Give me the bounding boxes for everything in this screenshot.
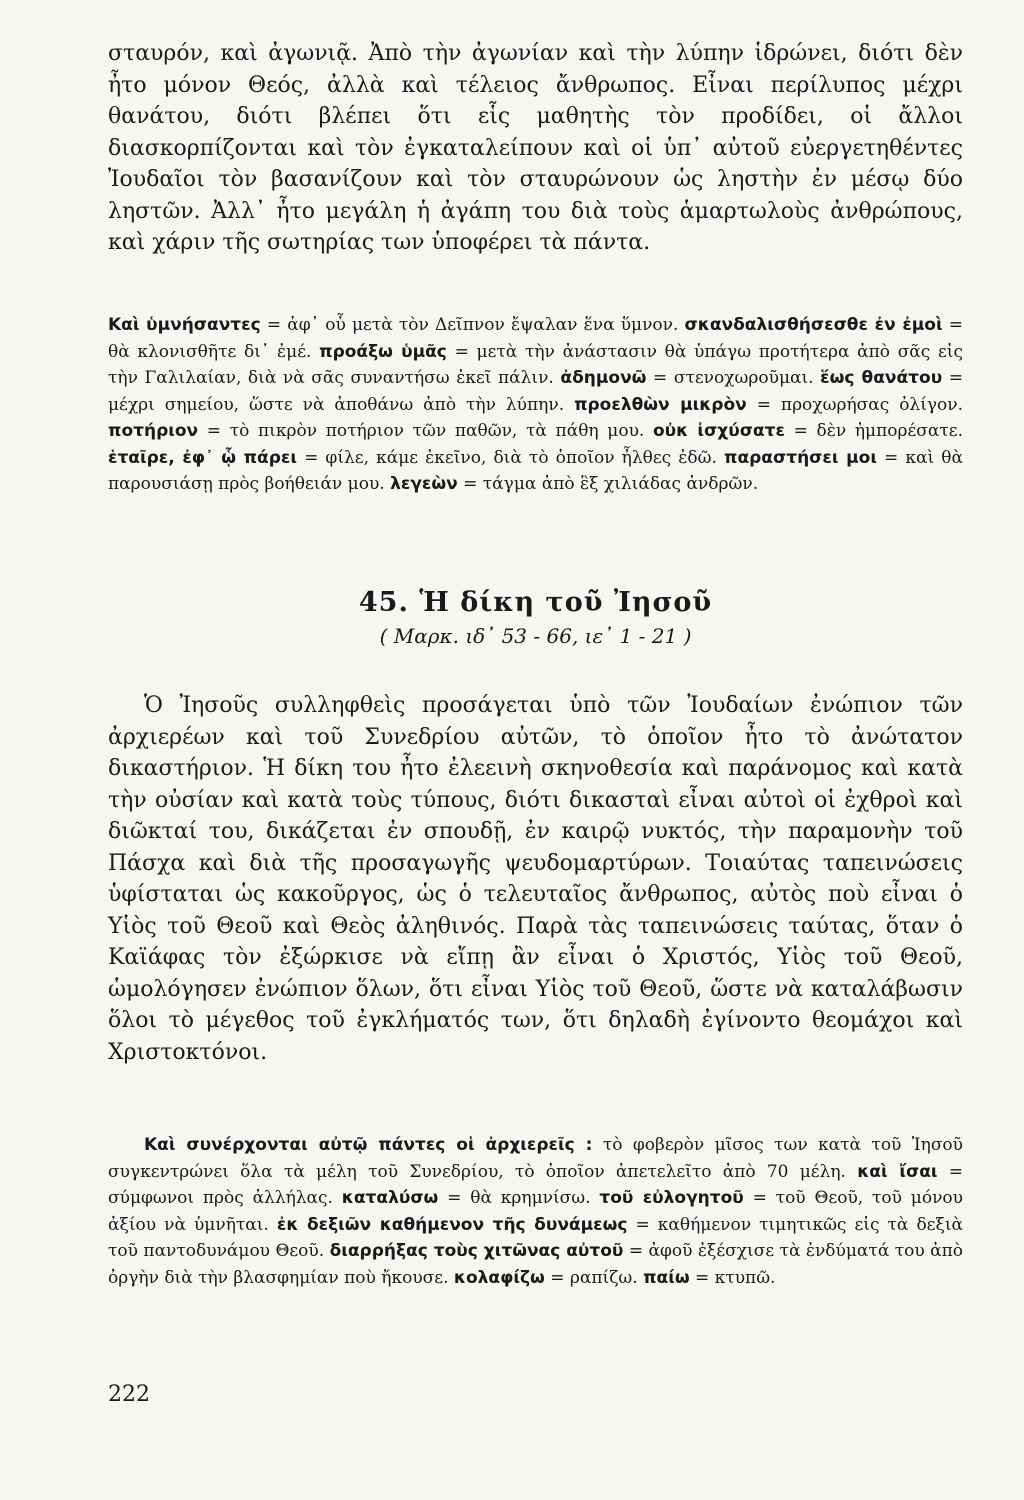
glossary-block-2 xyxy=(108,1132,963,1291)
gloss-term: Καὶ συνέρχονται αὐτῷ πάντες οἱ ἀρχιερεῖς : xyxy=(144,1135,593,1155)
gloss-definition: = ραπίζω. xyxy=(544,1267,644,1288)
gloss-term: σκανδαλισθήσεσθε ἐν ἐμοὶ xyxy=(684,315,943,335)
gloss-term: ἀδημονῶ xyxy=(560,368,647,388)
gloss-term: κολαφίζω xyxy=(453,1267,545,1288)
section-heading xyxy=(108,587,963,648)
gloss-term: ποτήριον xyxy=(108,421,199,441)
paragraph-gethsemane: σταυρόν, καὶ ἀγωνιᾷ. Ἀπὸ τὴν ἀγωνίαν καὶ τὴν λύπην ἱδρώνει, διότι δὲν ἦτο μόνον Θεός, ἀλλὰ καὶ τέλειος ἄνθρωπος. Εἶναι περίλυπος μέχρι θανάτου, διότι βλέπει ὅτι εἷς μαθητὴς τὸν προδίδει, οἱ ἄλλοι διασκορπίζονται καὶ τὸν ἐγκαταλείπουν καὶ οἱ ὑπ᾽ αὐτοῦ εὐεργετηθέντες Ἰουδαῖοι τὸν βασανίζουν καὶ τὸν σταυρώνουν ὡς ληστὴν ἐν μέσῳ δύο ληστῶν. Ἀλλ᾽ ἦτο μεγάλη ἡ ἀγάπη του διὰ τοὺς ἁμαρτωλοὺς ἀνθρώπους, καὶ χάριν τῆς σωτηρίας των ὑποφέρει τὰ πάντα. xyxy=(108,41,963,255)
gloss-definition: = προχωρήσας ὀλίγον. xyxy=(746,394,964,415)
gloss-term: ἕως θανάτου xyxy=(820,368,943,388)
gloss-definition: = μετὰ τὴν ἀνάστασιν θὰ ὑπάγω προτήτερα ἀπὸ σᾶς εἰς τὴν Γαλιλαίαν, διὰ νὰ σᾶς συναντήσω ἐκεῖ πάλιν. xyxy=(108,341,963,388)
gloss-term: παραστήσει μοι xyxy=(724,447,877,468)
scripture-reference: ( Μαρκ. ιδ᾽ 53 - 66, ιε᾽ 1 - 21 ) xyxy=(379,624,692,648)
gloss-term: καταλύσω xyxy=(341,1188,439,1208)
glossary-block-1 xyxy=(108,312,963,498)
gloss-term: ἑταῖρε, ἐφ᾽ ᾧ πάρει xyxy=(108,447,297,468)
gloss-definition: = θὰ κρημνίσω. xyxy=(438,1188,600,1208)
gloss-definition: = καὶ θὰ παρουσιάσῃ πρὸς βοήθειάν μου. xyxy=(108,447,963,494)
gloss-definition: = τὸ πικρὸν ποτήριον τῶν παθῶν, τὰ πάθη μου. xyxy=(198,421,653,441)
gloss-term: διαρρήξας τοὺς χιτῶνας αὐτοῦ xyxy=(329,1241,624,1261)
gloss-definition: = τοῦ Θεοῦ, τοῦ μόνου ἀξίου νὰ ὑμνῆται. xyxy=(108,1188,963,1235)
gloss-definition: = τάγμα ἀπὸ ἓξ χιλιάδας ἀνδρῶν. xyxy=(457,474,759,494)
page-number: 222 xyxy=(108,1382,150,1407)
gloss-definition: = καθήμενον τιμητικῶς εἰς τὰ δεξιὰ τοῦ παντοδυνάμου Θεοῦ. xyxy=(108,1214,963,1261)
gloss-definition: = ἀφ᾽ οὗ μετὰ τὸν Δεῖπνον ἔψαλαν ἕνα ὕμνον. xyxy=(260,315,685,335)
gloss-definition: = σύμφωνοι πρὸς ἀλλήλας. xyxy=(108,1161,964,1208)
paragraph-trial: Ὁ Ἰησοῦς συλληφθεὶς προσάγεται ὑπὸ τῶν Ἰουδαίων ἐνώπιον τῶν ἀρχιερέων καὶ τοῦ Συνεδρίου αὐτῶν, τὸ ὁποῖον ἦτο τὸ ἀνώτατον δικαστήριον. Ἡ δίκη του ἦτο ἐλεεινὴ σκηνοθεσία καὶ παράνομος καὶ κατὰ τὴν οὐσίαν καὶ κατὰ τοὺς τύπους, διότι δικασταὶ εἶναι αὐτοὶ οἱ ἐχθροὶ καὶ διῶκταί του, δικάζεται ἐν σπουδῇ, ἐν καιρῷ νυκτός, τὴν παραμονὴν τοῦ Πάσχα καὶ διὰ τῆς προσαγωγῆς ψευδομαρτύρων. Τοιαύτας ταπεινώσεις ὑφίσταται ὡς κακοῦργος, ὡς ὁ τελευταῖος ἄνθρωπος, αὐτὸς ποὺ εἶναι ὁ Υἱὸς τοῦ Θεοῦ καὶ Θεὸς ἀληθινός. Παρὰ τὰς ταπεινώσεις ταύτας, ὅταν ὁ Καϊάφας τὸν ἐξώρκισε νὰ εἴπῃ ἂν εἶναι ὁ Χριστός, Υἱὸς τοῦ Θεοῦ, ὡμολόγησεν ἐνώπιον ὅλων, ὅτι εἶναι Υἱὸς τοῦ Θεοῦ, ὥστε νὰ καταλάβωσιν ὅλοι τὸ μέγεθος τοῦ ἐγκλήματός των, ὅτι δηλαδὴ ἐγίνοντο θεομάχοι καὶ Χριστοκτόνοι. xyxy=(108,693,963,1065)
gloss-term: τοῦ εὐλογητοῦ xyxy=(599,1188,744,1208)
gloss-term: Καὶ ὑμνήσαντες xyxy=(108,315,261,335)
gloss-term: παίω xyxy=(643,1267,690,1288)
gloss-definition: τὸ φοβερὸν μῖσος των κατὰ τοῦ Ἰησοῦ συγκεντρώνει ὅλα τὰ μέλη τοῦ Συνεδρίου, τὸ ὁποῖον ἀπετελεῖτο ἀπὸ 70 μέλη. xyxy=(108,1135,963,1182)
gloss-definition: = φίλε, κάμε ἐκεῖνο, διὰ τὸ ὁποῖον ἦλθες ἐδῶ. xyxy=(296,447,725,468)
gloss-term: λεγεὼν xyxy=(390,474,458,494)
gloss-term: ἐκ δεξιῶν καθήμενον τῆς δυνάμεως xyxy=(276,1214,628,1235)
gloss-definition: = ἀφοῦ ἐξέσχισε τὰ ἐνδύματά του ἀπὸ ὀργὴν διὰ τὴν βλασφημίαν ποὺ ἤκουσε. xyxy=(108,1241,963,1288)
gloss-term: οὐκ ἰσχύσατε xyxy=(652,421,785,441)
gloss-term: καὶ ἴσαι xyxy=(857,1161,938,1182)
gloss-definition: = μέχρι σημείου, ὥστε νὰ ἀποθάνω ἀπὸ τὴν λύπην. xyxy=(108,368,964,415)
gloss-definition: = στενοχωροῦμαι. xyxy=(646,368,821,388)
gloss-term: προάξω ὑμᾶς xyxy=(319,341,447,362)
section-title: 45. Ἡ δίκη τοῦ Ἰησοῦ xyxy=(358,587,713,618)
gloss-definition: = θὰ κλονισθῆτε δι᾽ ἐμέ. xyxy=(108,315,963,362)
gloss-definition: = κτυπῶ. xyxy=(689,1267,776,1288)
gloss-definition: = δὲν ἠμπορέσατε. xyxy=(784,421,963,441)
gloss-term: προελθὼν μικρὸν xyxy=(574,394,747,415)
